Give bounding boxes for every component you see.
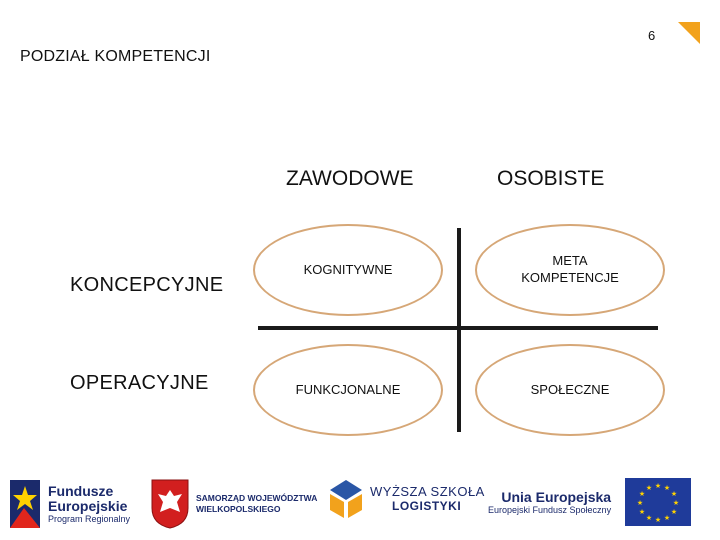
footer-logos (0, 470, 720, 540)
fe-line2: Europejskie (48, 498, 128, 514)
corner-triangle-icon (678, 22, 700, 44)
cell-funkcjonalne (253, 344, 443, 436)
row-header-koncepcyjne: KONCEPCYJNE (70, 274, 224, 296)
fe-line1: Fundusze (48, 483, 114, 499)
wsl-logo (328, 478, 485, 520)
vertical-divider (457, 228, 461, 432)
row-header-operacyjne: OPERACYJNE (70, 372, 209, 394)
fundusze-europejskie-logo-icon (10, 478, 40, 530)
svg-text:★: ★ (636, 499, 644, 507)
svg-text:★: ★ (663, 484, 671, 492)
svg-text:★: ★ (670, 508, 678, 516)
svg-text:★: ★ (670, 490, 678, 498)
samorzad-line2: WIELKOPOLSKIEGO (196, 504, 281, 514)
wielkopolska-eagle-crest-icon (150, 478, 190, 530)
samorzad-line1: SAMORZĄD WOJEWÓDZTWA (196, 493, 318, 503)
unia-europejska-logo (488, 478, 691, 526)
cell-meta-label-line2: KOMPETENCJE (521, 270, 619, 285)
column-header-zawodowe: ZAWODOWE (286, 167, 414, 190)
slide-number: 6 (648, 28, 656, 43)
wsl-line1: WYŻSZA SZKOŁA (370, 484, 485, 499)
svg-text:★: ★ (645, 514, 653, 522)
ue-line1: Unia Europejska (501, 489, 612, 505)
fundusze-europejskie-logo (10, 478, 130, 530)
svg-text:★: ★ (663, 514, 671, 522)
column-header-osobiste: OSOBISTE (497, 167, 605, 190)
svg-text:★: ★ (638, 490, 646, 498)
fe-line3: Program Regionalny (48, 514, 131, 524)
ue-line2: Europejski Fundusz Społeczny (488, 505, 612, 515)
svg-text:★: ★ (672, 499, 680, 507)
svg-text:★: ★ (645, 484, 653, 492)
svg-text:★: ★ (654, 482, 662, 490)
cell-kognitywne-label: KOGNITYWNE (303, 261, 393, 277)
cell-spoleczne (475, 344, 665, 436)
cell-spoleczne-label: SPOŁECZNE (530, 381, 610, 397)
cell-meta-label-line1: META (552, 253, 588, 269)
wsl-line2: LOGISTYKI (392, 499, 462, 513)
slide-title: PODZIAŁ KOMPETENCJI (20, 48, 211, 65)
samorzad-logo (150, 478, 317, 530)
wsl-logo-icon (328, 478, 364, 520)
cell-funkcjonalne-label: FUNKCJONALNE (295, 381, 401, 397)
svg-text:★: ★ (638, 508, 646, 516)
eu-flag-icon (625, 478, 691, 526)
svg-text:★: ★ (654, 516, 662, 524)
cell-metakompetencje (475, 224, 665, 316)
cell-kognitywne (253, 224, 443, 316)
